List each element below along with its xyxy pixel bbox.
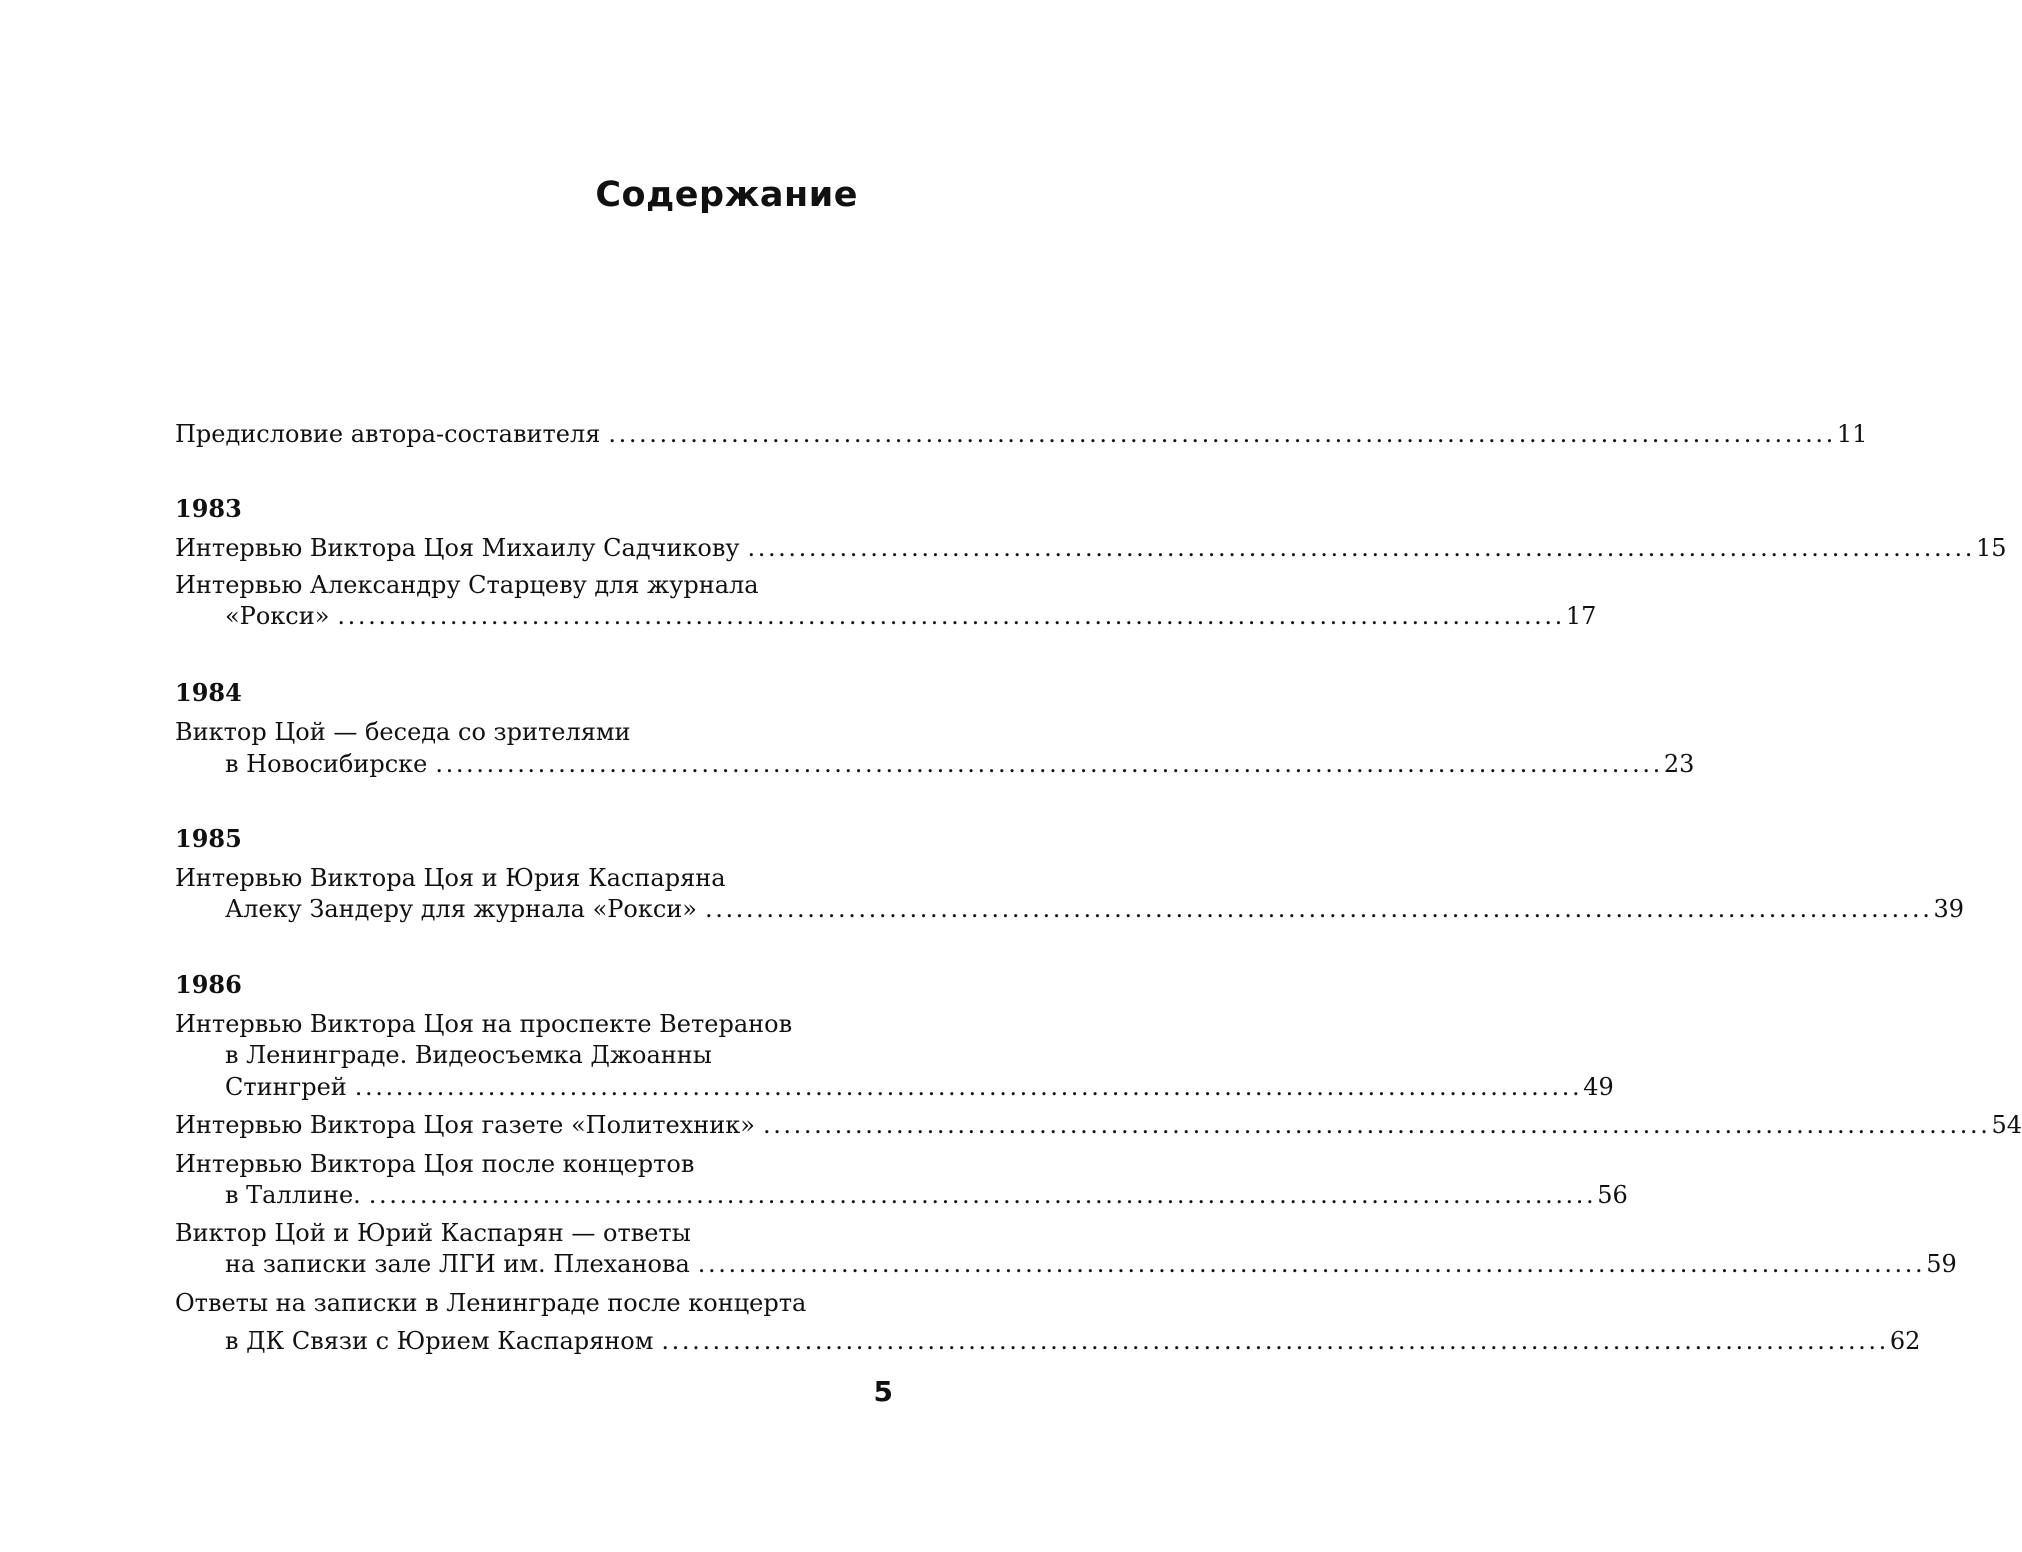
dot-leader: ........................................................................................................................ bbox=[608, 420, 1836, 448]
section-year-1985: 1985 bbox=[175, 824, 242, 853]
toc-entry bbox=[225, 893, 1964, 925]
toc-page-number: 54 bbox=[1991, 1111, 2022, 1139]
toc-page-number: 62 bbox=[1889, 1327, 1921, 1355]
toc-entry-title: «Рокси» bbox=[225, 602, 330, 630]
toc-entry-line: Виктор Цой — беседа со зрителями bbox=[175, 718, 631, 746]
toc-entry-title: Предисловие автора-составителя bbox=[175, 420, 601, 448]
toc-entry-line: Виктор Цой и Юрий Каспарян — ответы bbox=[175, 1219, 691, 1247]
toc-entry-preface bbox=[175, 418, 1868, 450]
toc-entry-title: в ДК Связи с Юрием Каспаряном bbox=[225, 1327, 654, 1355]
toc-page-number: 15 bbox=[1975, 534, 2007, 562]
dot-leader: ........................................................................................................................ bbox=[435, 750, 1663, 778]
toc-entry-title: в Новосибирске bbox=[225, 750, 428, 778]
toc-entry bbox=[175, 532, 2007, 564]
page-number: 5 bbox=[873, 1375, 893, 1408]
toc-entry bbox=[225, 1325, 1921, 1357]
toc-entry bbox=[175, 1109, 2022, 1141]
toc-entry bbox=[225, 600, 1597, 632]
toc-entry bbox=[225, 1071, 1614, 1103]
section-year-1984: 1984 bbox=[175, 678, 242, 707]
dot-leader: ........................................................................................................................ bbox=[747, 534, 1975, 562]
dot-leader: ........................................................................................................................ bbox=[697, 1250, 1926, 1278]
toc-entry-line: Интервью Александру Старцеву для журнала bbox=[175, 571, 759, 599]
toc-entry-title: в Таллине. bbox=[225, 1181, 361, 1209]
toc-entry-title: Интервью Виктора Цоя Михаилу Садчикову bbox=[175, 534, 740, 562]
toc-page-number: 11 bbox=[1836, 420, 1868, 448]
toc-entry bbox=[225, 1179, 1628, 1211]
toc-page-number: 56 bbox=[1597, 1181, 1628, 1209]
section-year-1983: 1983 bbox=[175, 494, 242, 523]
dot-leader: ........................................................................................................................ bbox=[368, 1181, 1597, 1209]
dot-leader: ........................................................................................................................ bbox=[354, 1073, 1583, 1101]
toc-entry-title: Интервью Виктора Цоя газете «Политехник» bbox=[175, 1111, 755, 1139]
toc-page-number: 39 bbox=[1933, 895, 1964, 923]
toc-entry bbox=[225, 748, 1695, 780]
toc-entry-title: Стингрей bbox=[225, 1073, 347, 1101]
dot-leader: ........................................................................................................................ bbox=[337, 602, 1565, 630]
toc-page-number: 17 bbox=[1565, 602, 1597, 630]
dot-leader: ........................................................................................................................ bbox=[704, 895, 1933, 923]
toc-entry-title: на записки зале ЛГИ им. Плеханова bbox=[225, 1250, 690, 1278]
table-of-contents bbox=[175, 0, 2022, 1552]
toc-entry-title: Алеку Зандеру для журнала «Рокси» bbox=[225, 895, 697, 923]
toc-page-number: 49 bbox=[1583, 1073, 1614, 1101]
dot-leader: ........................................................................................................................ bbox=[762, 1111, 1991, 1139]
toc-entry-line: в Ленинграде. Видеосъемка Джоанны bbox=[225, 1041, 712, 1069]
toc-entry bbox=[225, 1248, 1957, 1280]
toc-entry-line: Ответы на записки в Ленинграде после концерта bbox=[175, 1289, 807, 1317]
toc-page-number: 23 bbox=[1663, 750, 1695, 778]
section-year-1986: 1986 bbox=[175, 970, 242, 999]
toc-page-number: 59 bbox=[1926, 1250, 1957, 1278]
dot-leader: ........................................................................................................................ bbox=[661, 1327, 1889, 1355]
page-title: Содержание bbox=[595, 175, 858, 215]
toc-entry-line: Интервью Виктора Цоя и Юрия Каспаряна bbox=[175, 864, 726, 892]
toc-entry-line: Интервью Виктора Цоя на проспекте Ветеранов bbox=[175, 1010, 793, 1038]
toc-entry-line: Интервью Виктора Цоя после концертов bbox=[175, 1150, 695, 1178]
